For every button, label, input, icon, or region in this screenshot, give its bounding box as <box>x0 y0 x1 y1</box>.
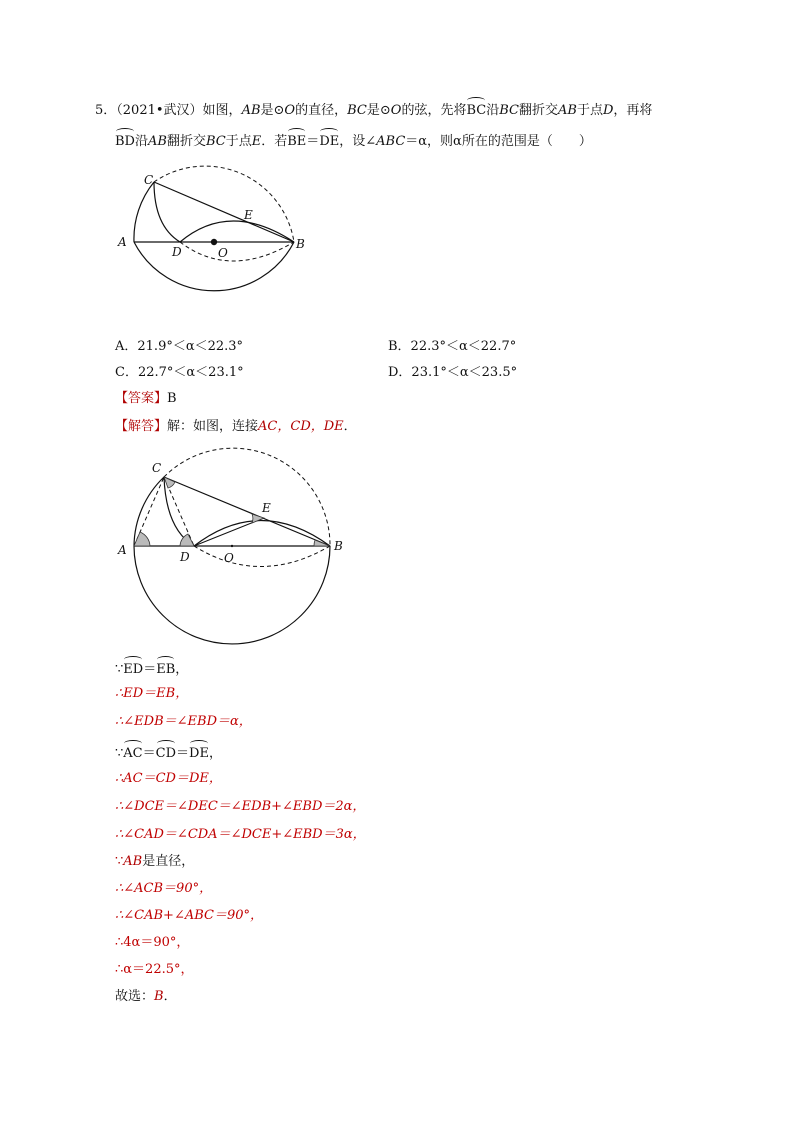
step-12: ∴α＝22.5°， <box>115 962 194 977</box>
var-AB: AB <box>148 134 167 149</box>
equals-sign: ＝ <box>306 134 320 149</box>
arc-BD: BD <box>115 130 135 151</box>
label-A: A <box>118 235 127 249</box>
var-AB: AB <box>557 103 577 118</box>
var-O: O <box>390 103 402 118</box>
step-9: ∴∠ACB＝90°， <box>115 881 213 896</box>
question-source: （2021•武汉） <box>116 103 203 118</box>
period: ． <box>343 419 357 434</box>
answer-line <box>115 390 177 408</box>
label-C: C <box>152 461 162 475</box>
arc-BE: BE <box>287 130 306 151</box>
analysis-line <box>115 418 357 436</box>
step-3: ∴∠EDB＝∠EBD＝α， <box>115 714 252 729</box>
question-text: 的弦，先将 <box>401 103 467 118</box>
step-11: ∴4α＝90°， <box>115 935 190 950</box>
figure-2-diagram <box>110 455 350 650</box>
question-text: 于点 <box>225 134 252 149</box>
label-O: O <box>224 551 234 565</box>
label-E: E <box>244 208 253 222</box>
var-D: D <box>602 103 614 118</box>
step-8 <box>115 853 194 871</box>
label-E: E <box>262 501 271 515</box>
var-BC: BC <box>205 134 226 149</box>
step-text: 是直径， <box>142 854 195 869</box>
var-ABC: ABC <box>376 134 406 149</box>
comma: ， <box>208 746 222 761</box>
arc-CD: CD <box>156 742 176 763</box>
var-BC: BC <box>499 103 519 118</box>
var-E: E <box>251 134 262 149</box>
dashed-arc-DB <box>194 546 330 567</box>
because-symbol: ∵ <box>115 746 124 761</box>
choose-text: 故选： <box>115 989 155 1004</box>
var-AB: AB <box>123 854 143 869</box>
analysis-text: 解：如图，连接 <box>167 419 259 434</box>
var-BC: BC <box>347 103 367 118</box>
step-4 <box>115 742 222 763</box>
arc-ED: ED <box>123 658 143 679</box>
label-C: C <box>144 173 154 187</box>
equals-sign: ＝ <box>142 746 156 761</box>
answer-label: 【答案】 <box>115 391 168 406</box>
step-1 <box>115 658 188 679</box>
step-13 <box>115 988 177 1006</box>
var-AB: AB <box>241 103 261 118</box>
arc-EB: EB <box>156 658 175 679</box>
dashed-arc-DB <box>180 242 294 261</box>
question-line-2 <box>115 130 592 151</box>
arc-DE: DE <box>189 742 209 763</box>
because-symbol: ∵ <box>115 854 124 869</box>
question-text: 于点 <box>576 103 603 118</box>
angle-marker-A <box>134 532 150 546</box>
question-text: 是⊙ <box>260 103 285 118</box>
question-text: ＝α，则α所在的范围是（ ） <box>405 134 592 149</box>
question-text: 如图， <box>202 103 242 118</box>
label-B: B <box>296 237 305 251</box>
question-text: ，再将 <box>613 103 653 118</box>
question-text: ，设∠ <box>339 134 377 149</box>
final-choice: B <box>154 989 164 1004</box>
question-text: 的直径， <box>295 103 348 118</box>
circle-solid-arc <box>134 182 294 291</box>
step-7: ∴∠CAD＝∠CDA＝∠DCE+∠EBD＝3α， <box>115 827 366 842</box>
label-D: D <box>180 550 190 564</box>
figure-1-diagram <box>110 160 310 330</box>
equals-sign: ＝ <box>176 746 190 761</box>
step-10: ∴∠CAB+∠ABC＝90°， <box>115 908 264 923</box>
question-text: 沿 <box>486 103 500 118</box>
question-text: ．若 <box>261 134 288 149</box>
question-text: 翻折交 <box>166 134 206 149</box>
question-number: 5． <box>95 103 117 118</box>
folded-arc-DB <box>180 221 294 242</box>
label-O: O <box>218 246 228 260</box>
question-line-1 <box>95 99 652 120</box>
angle-marker-E <box>252 514 264 523</box>
question-text: 翻折交 <box>518 103 558 118</box>
question-text: 是⊙ <box>366 103 391 118</box>
option-A[interactable]: A．21.9°＜α＜22.3° <box>115 339 244 354</box>
center-point-O <box>211 239 217 245</box>
step-5: ∴AC＝CD＝DE， <box>115 771 222 786</box>
label-B: B <box>334 539 343 553</box>
analysis-label: 【解答】 <box>115 419 168 434</box>
option-D[interactable]: D．23.1°＜α＜23.5° <box>388 365 518 380</box>
arc-BC: BC <box>466 99 486 120</box>
because-symbol: ∵ <box>115 662 124 677</box>
var-O: O <box>284 103 296 118</box>
analysis-items: AC，CD，DE <box>258 419 344 434</box>
comma: ， <box>175 662 189 677</box>
label-D: D <box>172 245 182 259</box>
period: ． <box>163 989 177 1004</box>
label-A: A <box>118 543 127 557</box>
chord-CB <box>154 182 294 242</box>
option-B[interactable]: B．22.3°＜α＜22.7° <box>388 339 517 354</box>
equals-sign: ＝ <box>143 662 157 677</box>
center-point-O <box>231 545 233 547</box>
arc-DE: DE <box>319 130 339 151</box>
option-C[interactable]: C．22.7°＜α＜23.1° <box>115 365 244 380</box>
step-6: ∴∠DCE＝∠DEC＝∠EDB+∠EBD＝2α， <box>115 799 366 814</box>
answer-value: B <box>167 391 177 406</box>
folded-arc-DB <box>194 521 330 547</box>
arc-AC: AC <box>123 742 142 763</box>
step-2: ∴ED＝EB， <box>115 686 189 701</box>
question-text: 沿 <box>134 134 148 149</box>
